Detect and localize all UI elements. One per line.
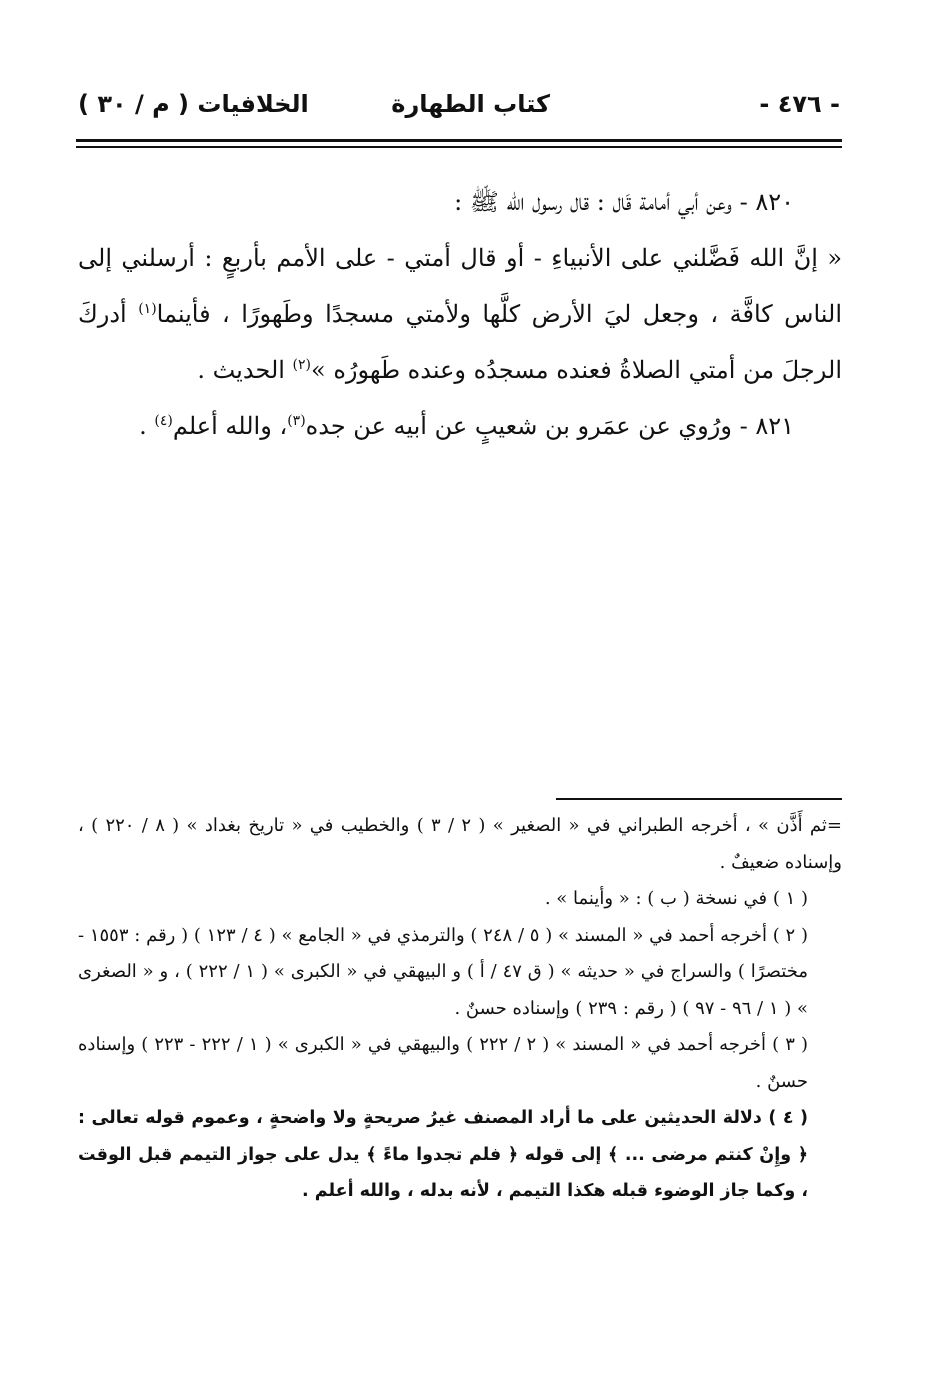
hadith-821-text-part-b: ، والله أعلم: [172, 412, 288, 440]
footnote-marker-1: (١): [138, 301, 157, 317]
hadith-821-text-part-a: ٨٢١ - ورُوي عن عمَرو بن شعيبٍ عن أبيه عن جده: [305, 412, 794, 440]
main-text: [78, 174, 842, 454]
running-head: [78, 84, 840, 124]
hadith-820-text-part-b: أدركَ الرجلَ من أمتي الصلاةُ فعنده مسجدُه وعنده طَهورُه »: [78, 300, 842, 384]
hadith-820-intro: ٨٢٠ - وعن أبي أمامة قَال : قال رسول الله ﷺ :: [454, 188, 794, 216]
footnote-marker-2: (٢): [292, 357, 312, 373]
footnotes: [78, 808, 842, 1210]
book-title: كتاب الطهارة: [391, 90, 550, 118]
page-number: - ٤٧٦ -: [759, 90, 840, 118]
footnote-marker-4: (٤): [154, 413, 173, 429]
hadith-821-text-part-c: .: [139, 412, 155, 440]
footnote-3: ( ٣ ) أخرجه أحمد في « المسند » ( ٢ / ٢٢٢ ) والبيهقي في « الكبرى » ( ١ / ٢٢٢ - ٢٢٣ ) وإسناده حسنٌ .: [78, 1034, 808, 1092]
footnote-continued: =ثم أَذَّن » ، أخرجه الطبراني في « الصغير » ( ٢ / ٣ ) والخطيب في « تاريخ بغداد » ( ٨ / ٢٢٠ ) ، وإسناده ضعيفٌ .: [78, 815, 842, 873]
hadith-820-text: [78, 230, 842, 398]
volume-label: الخلافيات ( م / ٣٠ ): [78, 90, 309, 118]
footnote-separator: [556, 798, 842, 800]
hadith-820-text-part-a: « إنَّ الله فَضَّلني على الأنبياءِ - أو قال أمتي - على الأمم بأربعٍ : أرسلني إلى الناس كافَّة ، وجعل ليَ الأرض كلَّها ولأمتي مسجدًا وطَهورًا ، فأينما: [78, 244, 842, 328]
footnote-2: ( ٢ ) أخرجه أحمد في « المسند » ( ٥ / ٢٤٨ ) والترمذي في « الجامع » ( ٤ / ١٢٣ ) ( رقم : ١٥٥٣ - مختصرًا ) والسراج في « حديثه » ( ق ٤٧ / أ ) و البيهقي في « الكبرى » ( ١ / ٢٢٢ ) ، و « الصغرى » ( ١ / ٩٦ - ٩٧ ) ( رقم : ٢٣٩ ) وإسناده حسنٌ .: [78, 924, 808, 1019]
hadith-820-text-part-c: الحديث .: [197, 356, 293, 384]
footnote-marker-3: (٣): [287, 413, 306, 429]
header-rule-thin: [76, 146, 842, 148]
footnote-4: ( ٤ ) دلالة الحديثين على ما أراد المصنف غيرُ صريحةٍ ولا واضحةٍ ، وعموم قوله تعالى : ﴿ وإِنْ كنتم مرضى ... ﴾ إلى قوله ﴿ فلم تجدوا ماءً ﴾ يدل على جواز التيمم قبل الوقت ، وكما جاز الوضوء قبله هكذا التيمم ، لأنه بدله ، والله أعلم .: [78, 1108, 809, 1201]
header-rule-thick: [76, 139, 842, 142]
hadith-821-text: [78, 398, 842, 454]
footnote-1: ( ١ ) في نسخة ( ب ) : « وأينما » .: [544, 888, 808, 909]
